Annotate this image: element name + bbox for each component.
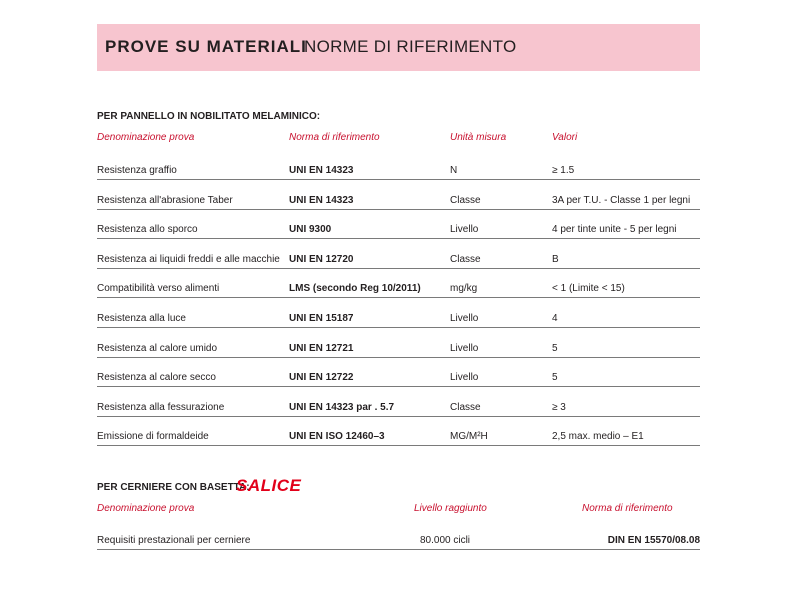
cell-unit: N <box>450 165 458 176</box>
cell-test: Resistenza ai liquidi freddi e alle macchie <box>97 253 280 265</box>
header-unita: Unità misura <box>450 132 507 143</box>
section1-title: PER PANNELLO IN NOBILITATO MELAMINICO: <box>97 111 321 122</box>
cell-test: Resistenza alla fessurazione <box>97 401 225 413</box>
cell-test: Resistenza alla luce <box>97 313 186 324</box>
cell-value: B <box>552 253 559 265</box>
table-row <box>97 310 700 328</box>
cell-norm: UNI EN 15187 <box>289 313 354 324</box>
table-row <box>97 280 700 298</box>
cell-test: Resistenza graffio <box>97 165 177 176</box>
cell-value: < 1 (Limite < 15) <box>552 283 625 295</box>
cell-unit: Livello <box>450 313 479 324</box>
cell-norm: UNI 9300 <box>289 224 332 236</box>
cell-norm: UNI EN 14323 <box>289 194 354 206</box>
banner-title: PROVE SU MATERIALI <box>105 37 307 56</box>
cell-norm: UNI EN 14323 <box>289 165 354 176</box>
cell-test: Requisiti prestazionali per cerniere <box>97 535 251 546</box>
salice-logo: SALICE <box>236 476 302 495</box>
cell-test: Resistenza allo sporco <box>97 224 198 236</box>
cell-norm: LMS (secondo Reg 10/2011) <box>289 283 421 295</box>
cell-unit: Classe <box>450 401 481 413</box>
table-row <box>97 221 700 239</box>
cell-test: Compatibilità verso alimenti <box>97 283 220 295</box>
cell-value: 5 <box>552 372 558 384</box>
cell-norm: DIN EN 15570/08.08 <box>607 535 700 546</box>
title-banner <box>97 24 700 71</box>
table-row <box>97 369 700 387</box>
table-row <box>97 532 700 550</box>
cell-value: ≥ 3 <box>552 401 566 413</box>
table-row <box>97 192 700 210</box>
header2-livello: Livello raggiunto <box>414 503 487 514</box>
cell-unit: Livello <box>450 372 479 384</box>
cell-unit: Livello <box>450 224 479 236</box>
cell-norm: UNI EN 12722 <box>289 372 354 384</box>
cell-level: 80.000 cicli <box>420 535 471 546</box>
header2-denominazione: Denominazione prova <box>97 503 195 514</box>
cell-value: 4 per tinte unite - 5 per legni <box>552 224 677 236</box>
section2-title: PER CERNIERE CON BASETTA: <box>97 482 250 493</box>
cell-test: Resistenza al calore secco <box>97 372 216 384</box>
table-row <box>97 162 700 180</box>
cell-value: ≥ 1.5 <box>552 165 575 176</box>
cell-norm: UNI EN ISO 12460–3 <box>289 431 385 443</box>
table-row <box>97 340 700 358</box>
header-valori: Valori <box>552 132 578 143</box>
cell-unit: mg/kg <box>450 283 478 295</box>
header2-norma: Norma di riferimento <box>582 503 673 514</box>
cell-norm: UNI EN 12721 <box>289 342 354 354</box>
cell-unit: Classe <box>450 194 481 206</box>
header-norma: Norma di riferimento <box>289 132 380 143</box>
cell-test: Resistenza all'abrasione Taber <box>97 194 233 206</box>
cell-unit: Classe <box>450 253 481 265</box>
cell-test: Resistenza al calore umido <box>97 342 218 354</box>
table-row <box>97 399 700 417</box>
banner-subtitle: NORME DI RIFERIMENTO <box>304 37 517 56</box>
header-denominazione: Denominazione prova <box>97 132 195 143</box>
table-row <box>97 251 700 269</box>
cell-unit: Livello <box>450 342 479 354</box>
cell-value: 2,5 max. medio – E1 <box>552 431 644 443</box>
cell-value: 4 <box>552 313 558 324</box>
cell-value: 3A per T.U. - Classe 1 per legni <box>552 194 691 206</box>
cell-norm: UNI EN 12720 <box>289 253 354 265</box>
cell-norm: UNI EN 14323 par . 5.7 <box>289 401 395 413</box>
cell-unit: MG/M²H <box>450 431 488 443</box>
cell-test: Emissione di formaldeide <box>97 431 209 443</box>
cell-value: 5 <box>552 342 558 354</box>
table-row <box>97 428 700 446</box>
